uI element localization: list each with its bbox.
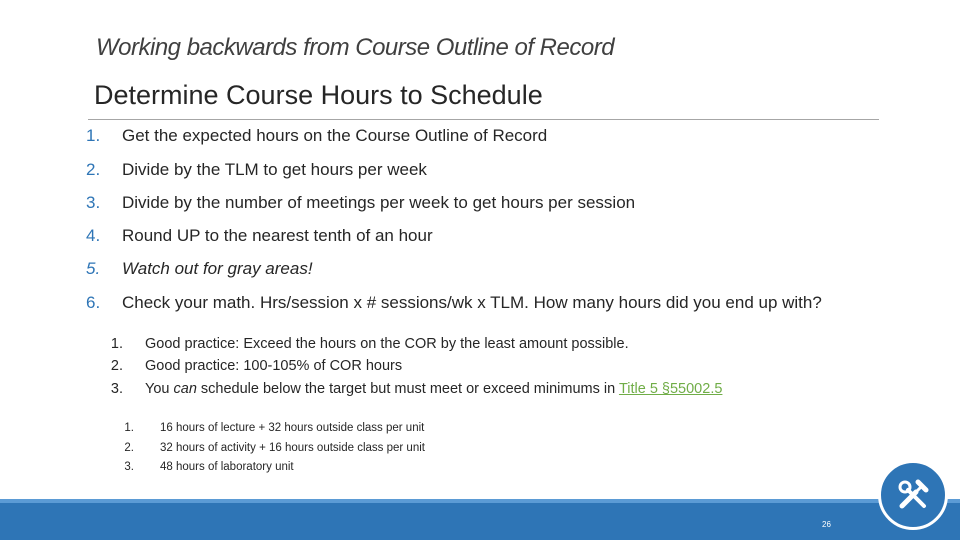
minimum-number: 2. xyxy=(124,442,134,454)
step-number: 4. xyxy=(86,226,101,245)
tools-badge xyxy=(878,460,948,530)
practice-number: 1. xyxy=(110,336,123,352)
minimum-text: 48 hours of laboratory unit xyxy=(160,461,294,473)
practice-text-start: You xyxy=(145,381,174,397)
step-number: 5. xyxy=(86,259,101,278)
slide-title: Determine Course Hours to Schedule xyxy=(94,80,543,110)
title-divider xyxy=(88,119,879,120)
footer-strip xyxy=(0,499,960,503)
minimum-number: 3. xyxy=(124,461,134,473)
step-text: Get the expected hours on the Course Outline of Record xyxy=(122,126,548,145)
slide-subtitle: Working backwards from Course Outline of Record xyxy=(96,34,615,61)
practice-number: 3. xyxy=(110,381,123,397)
footer-band xyxy=(0,499,960,540)
page-number: 26 xyxy=(822,520,831,529)
practice-text-emphasis: can xyxy=(173,381,197,397)
title5-link[interactable]: Title 5 §55002.5 xyxy=(618,381,723,397)
minimum-number: 1. xyxy=(124,422,134,434)
practice-number: 2. xyxy=(110,358,123,374)
practice-text-end: schedule below the target but must meet or exceed minimums in xyxy=(196,381,619,397)
step-number: 1. xyxy=(86,126,101,145)
step-text: Round UP to the nearest tenth of an hour xyxy=(122,226,433,245)
step-number: 6. xyxy=(86,293,101,312)
step-number: 3. xyxy=(86,193,101,212)
practice-text xyxy=(145,381,722,397)
step-number: 2. xyxy=(86,160,101,179)
step-text: Check your math. Hrs/session x # sessions/wk x TLM. How many hours did you end up with? xyxy=(122,293,822,312)
practice-text: Good practice: 100-105% of COR hours xyxy=(145,358,403,374)
step-text: Divide by the number of meetings per week to get hours per session xyxy=(122,193,636,212)
minimum-text: 32 hours of activity + 16 hours outside class per unit xyxy=(160,442,425,454)
practice-text: Good practice: Exceed the hours on the COR by the least amount possible. xyxy=(145,336,629,352)
minimum-text: 16 hours of lecture + 32 hours outside class per unit xyxy=(160,422,425,434)
step-text: Divide by the TLM to get hours per week xyxy=(122,160,427,179)
step-text: Watch out for gray areas! xyxy=(122,259,313,278)
